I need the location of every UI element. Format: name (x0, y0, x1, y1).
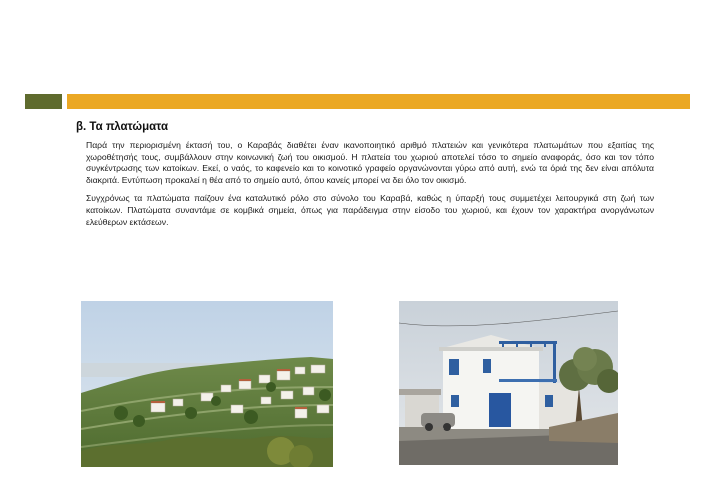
paragraph-1: Παρά την περιορισμένη έκτασή του, ο Καραβάς διαθέτει έναν ικανοποιητικό αριθμό πλατειών και γενικότερα πλατωμάτων που εξαιτίας της χωροθέτησής τους, συμβάλλουν στην κοινωνική ζωή του οικισμού. Η πλατεία του χωριού αποτελεί τόσο το σημείο αναφοράς, όσο και τον τόπο συγκέντρωσης των κατοίκων. Εκεί, ο ναός, το καφενείο και το κοινοτικό γραφείο οργανώνονται γύρω από αυτή, ενώ τα όριά της δεν είναι απόλυτα διακριτά. Εντύπωση προκαλεί η θέα από το σημείο αυτό, όπου κανείς μπορεί να δει όλο τον οικισμό. (86, 140, 654, 185)
header-bar-olive (25, 94, 62, 109)
paragraph-2: Συγχρόνως τα πλατώματα παίζουν ένα καταλυτικό ρόλο στο σύνολο του Καραβά, καθώς η ύπαρξή τους συμμετέχει λειτουργικά στη ζωή των κατοίκων. Πλατώματα συναντάμε σε κομβικά σημεία, όπως για παράδειγμα στην είσοδο του χωριού, και έχουν τον χαρακτήρα ανοργάνωτων ελεύθερων εκτάσεων. (86, 193, 654, 227)
section-heading: β. Τα πλατώματα (76, 121, 169, 133)
hillside-village-photo (81, 301, 333, 467)
white-house-blue-door-photo (399, 301, 618, 465)
body-text (86, 140, 654, 235)
header-bar-orange (67, 94, 690, 109)
